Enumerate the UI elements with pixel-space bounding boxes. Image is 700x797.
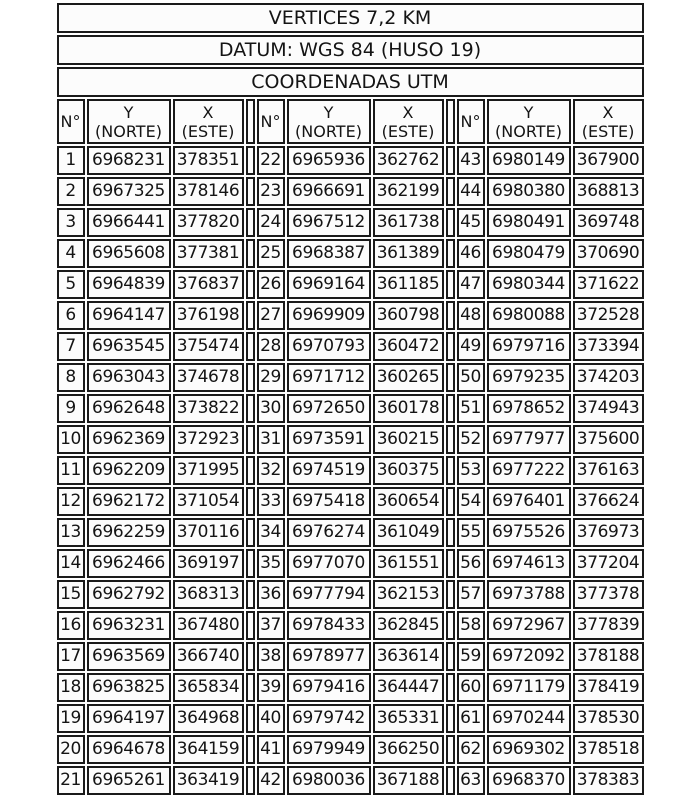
vertex-number-cell: 62 [457, 735, 485, 764]
este-cell: 378518 [573, 735, 644, 764]
vertex-number-cell: 27 [257, 301, 285, 330]
este-cell: 376198 [173, 301, 244, 330]
norte-cell: 6978433 [287, 611, 371, 640]
este-cell: 364159 [173, 735, 244, 764]
vertex-number-cell: 61 [457, 704, 485, 733]
separator-cell [246, 642, 255, 671]
separator-cell [246, 704, 255, 733]
separator-cell [446, 456, 455, 485]
vertex-number-cell: 55 [457, 518, 485, 547]
este-cell: 366740 [173, 642, 244, 671]
este-cell: 361551 [373, 549, 444, 578]
norte-cell: 6980479 [487, 239, 571, 268]
separator-cell [446, 425, 455, 454]
este-cell: 365331 [373, 704, 444, 733]
norte-cell: 6967325 [87, 177, 171, 206]
col-header-y-line1: Y [523, 102, 534, 122]
norte-cell: 6977070 [287, 549, 371, 578]
separator-cell [246, 673, 255, 702]
norte-cell: 6972650 [287, 394, 371, 423]
vertex-row [57, 301, 644, 330]
norte-cell: 6962172 [87, 487, 171, 516]
este-cell: 367480 [173, 611, 244, 640]
datum-title: DATUM: WGS 84 (HUSO 19) [57, 35, 644, 65]
separator-cell [446, 301, 455, 330]
column-header-row [57, 99, 644, 144]
vertex-number-cell: 9 [57, 394, 85, 423]
este-cell: 371622 [573, 270, 644, 299]
norte-cell: 6968231 [87, 146, 171, 175]
col-header-x-line2: (ESTE) [581, 121, 635, 141]
norte-cell: 6973591 [287, 425, 371, 454]
vertex-number-cell: 43 [457, 146, 485, 175]
este-cell: 364447 [373, 673, 444, 702]
este-cell: 375474 [173, 332, 244, 361]
vertex-number-cell: 51 [457, 394, 485, 423]
col-header-n-1: N° [57, 99, 85, 144]
norte-cell: 6962259 [87, 518, 171, 547]
col-header-y-2 [287, 99, 371, 144]
coordinates-table [55, 1, 646, 797]
vertex-number-cell: 47 [457, 270, 485, 299]
vertex-number-cell: 39 [257, 673, 285, 702]
separator-cell [446, 239, 455, 268]
vertex-number-cell: 38 [257, 642, 285, 671]
vertex-number-cell: 57 [457, 580, 485, 609]
vertex-row [57, 270, 644, 299]
vertex-number-cell: 63 [457, 766, 485, 795]
separator-cell [246, 766, 255, 795]
vertex-number-cell: 7 [57, 332, 85, 361]
este-cell: 377378 [573, 580, 644, 609]
vertex-row [57, 239, 644, 268]
norte-cell: 6970793 [287, 332, 371, 361]
separator-cell [446, 518, 455, 547]
norte-cell: 6962369 [87, 425, 171, 454]
este-cell: 362199 [373, 177, 444, 206]
norte-cell: 6978652 [487, 394, 571, 423]
vertex-row [57, 766, 644, 795]
separator-cell [246, 239, 255, 268]
norte-cell: 6973788 [487, 580, 571, 609]
norte-cell: 6975418 [287, 487, 371, 516]
este-cell: 364968 [173, 704, 244, 733]
vertex-number-cell: 37 [257, 611, 285, 640]
este-cell: 374943 [573, 394, 644, 423]
norte-cell: 6977977 [487, 425, 571, 454]
este-cell: 361738 [373, 208, 444, 237]
vertex-number-cell: 5 [57, 270, 85, 299]
norte-cell: 6977222 [487, 456, 571, 485]
norte-cell: 6963825 [87, 673, 171, 702]
vertex-number-cell: 26 [257, 270, 285, 299]
vertex-number-cell: 45 [457, 208, 485, 237]
vertex-number-cell: 2 [57, 177, 85, 206]
este-cell: 377820 [173, 208, 244, 237]
col-header-y-line2: (NORTE) [95, 121, 162, 141]
col-header-y-1 [87, 99, 171, 144]
vertex-number-cell: 31 [257, 425, 285, 454]
coordinates-title: COORDENADAS UTM [57, 67, 644, 97]
vertex-number-cell: 33 [257, 487, 285, 516]
vertex-row [57, 642, 644, 671]
norte-cell: 6962648 [87, 394, 171, 423]
col-header-x-line2: (ESTE) [381, 121, 435, 141]
norte-cell: 6979716 [487, 332, 571, 361]
separator-cell [246, 177, 255, 206]
separator-cell [446, 270, 455, 299]
separator-cell [246, 208, 255, 237]
separator-cell [246, 456, 255, 485]
norte-cell: 6967512 [287, 208, 371, 237]
norte-cell: 6966441 [87, 208, 171, 237]
vertex-number-cell: 49 [457, 332, 485, 361]
datum-row [57, 35, 644, 65]
este-cell: 371995 [173, 456, 244, 485]
vertex-number-cell: 52 [457, 425, 485, 454]
table-title: VERTICES 7,2 KM [57, 3, 644, 33]
este-cell: 377381 [173, 239, 244, 268]
vertex-number-cell: 10 [57, 425, 85, 454]
separator-cell [246, 270, 255, 299]
este-cell: 378351 [173, 146, 244, 175]
norte-cell: 6964197 [87, 704, 171, 733]
este-cell: 367188 [373, 766, 444, 795]
este-cell: 373394 [573, 332, 644, 361]
col-header-n-2: N° [257, 99, 285, 144]
este-cell: 368813 [573, 177, 644, 206]
vertex-number-cell: 4 [57, 239, 85, 268]
norte-cell: 6963569 [87, 642, 171, 671]
este-cell: 360178 [373, 394, 444, 423]
vertex-number-cell: 12 [57, 487, 85, 516]
title-row [57, 3, 644, 33]
vertex-number-cell: 13 [57, 518, 85, 547]
este-cell: 360654 [373, 487, 444, 516]
este-cell: 366250 [373, 735, 444, 764]
este-cell: 377204 [573, 549, 644, 578]
vertex-row [57, 208, 644, 237]
vertex-number-cell: 53 [457, 456, 485, 485]
vertex-number-cell: 42 [257, 766, 285, 795]
norte-cell: 6965936 [287, 146, 371, 175]
separator-cell [446, 735, 455, 764]
norte-cell: 6979235 [487, 363, 571, 392]
norte-cell: 6972092 [487, 642, 571, 671]
col-header-n-3: N° [457, 99, 485, 144]
este-cell: 376163 [573, 456, 644, 485]
vertex-number-cell: 17 [57, 642, 85, 671]
este-cell: 362153 [373, 580, 444, 609]
separator-cell [446, 332, 455, 361]
vertex-row [57, 425, 644, 454]
vertex-number-cell: 1 [57, 146, 85, 175]
este-cell: 375600 [573, 425, 644, 454]
norte-cell: 6979742 [287, 704, 371, 733]
norte-cell: 6972967 [487, 611, 571, 640]
document-sheet [55, 0, 646, 797]
este-cell: 363419 [173, 766, 244, 795]
norte-cell: 6974613 [487, 549, 571, 578]
este-cell: 360798 [373, 301, 444, 330]
vertex-number-cell: 58 [457, 611, 485, 640]
col-header-y-3 [487, 99, 571, 144]
separator-cell [446, 99, 455, 144]
separator-cell [446, 673, 455, 702]
col-header-x-line1: X [602, 102, 614, 122]
separator-cell [246, 99, 255, 144]
este-cell: 361049 [373, 518, 444, 547]
vertex-number-cell: 41 [257, 735, 285, 764]
vertex-number-cell: 16 [57, 611, 85, 640]
este-cell: 378146 [173, 177, 244, 206]
vertex-row [57, 146, 644, 175]
este-cell: 367900 [573, 146, 644, 175]
separator-cell [446, 704, 455, 733]
vertex-number-cell: 15 [57, 580, 85, 609]
separator-cell [446, 146, 455, 175]
vertex-number-cell: 8 [57, 363, 85, 392]
vertex-row [57, 611, 644, 640]
vertex-number-cell: 50 [457, 363, 485, 392]
vertex-number-cell: 48 [457, 301, 485, 330]
norte-cell: 6971712 [287, 363, 371, 392]
vertex-number-cell: 14 [57, 549, 85, 578]
este-cell: 374678 [173, 363, 244, 392]
col-header-x-1 [173, 99, 244, 144]
separator-cell [246, 425, 255, 454]
norte-cell: 6980149 [487, 146, 571, 175]
este-cell: 378383 [573, 766, 644, 795]
norte-cell: 6977794 [287, 580, 371, 609]
vertex-row [57, 177, 644, 206]
norte-cell: 6969302 [487, 735, 571, 764]
separator-cell [446, 611, 455, 640]
este-cell: 370116 [173, 518, 244, 547]
vertex-row [57, 580, 644, 609]
separator-cell [246, 580, 255, 609]
vertex-number-cell: 28 [257, 332, 285, 361]
separator-cell [246, 332, 255, 361]
norte-cell: 6965261 [87, 766, 171, 795]
este-cell: 378419 [573, 673, 644, 702]
norte-cell: 6978977 [287, 642, 371, 671]
vertex-number-cell: 46 [457, 239, 485, 268]
separator-cell [446, 642, 455, 671]
vertex-number-cell: 36 [257, 580, 285, 609]
norte-cell: 6980036 [287, 766, 371, 795]
vertex-number-cell: 60 [457, 673, 485, 702]
norte-cell: 6975526 [487, 518, 571, 547]
este-cell: 372923 [173, 425, 244, 454]
separator-cell [246, 549, 255, 578]
este-cell: 373822 [173, 394, 244, 423]
vertex-row [57, 549, 644, 578]
este-cell: 363614 [373, 642, 444, 671]
separator-cell [446, 394, 455, 423]
separator-cell [246, 735, 255, 764]
este-cell: 372528 [573, 301, 644, 330]
separator-cell [446, 177, 455, 206]
col-header-x-line2: (ESTE) [181, 121, 235, 141]
vertex-row [57, 332, 644, 361]
vertex-number-cell: 34 [257, 518, 285, 547]
separator-cell [246, 611, 255, 640]
este-cell: 376624 [573, 487, 644, 516]
norte-cell: 6979416 [287, 673, 371, 702]
separator-cell [246, 518, 255, 547]
norte-cell: 6980380 [487, 177, 571, 206]
norte-cell: 6962466 [87, 549, 171, 578]
vertex-number-cell: 23 [257, 177, 285, 206]
norte-cell: 6968370 [487, 766, 571, 795]
vertex-row [57, 735, 644, 764]
vertex-number-cell: 54 [457, 487, 485, 516]
este-cell: 360472 [373, 332, 444, 361]
vertex-row [57, 487, 644, 516]
este-cell: 361389 [373, 239, 444, 268]
col-header-x-3 [573, 99, 644, 144]
norte-cell: 6980088 [487, 301, 571, 330]
norte-cell: 6976274 [287, 518, 371, 547]
col-header-y-line1: Y [323, 102, 334, 122]
este-cell: 369748 [573, 208, 644, 237]
norte-cell: 6980491 [487, 208, 571, 237]
vertex-number-cell: 44 [457, 177, 485, 206]
col-header-y-line1: Y [123, 102, 134, 122]
norte-cell: 6964678 [87, 735, 171, 764]
col-header-x-2 [373, 99, 444, 144]
vertex-row [57, 456, 644, 485]
norte-cell: 6964147 [87, 301, 171, 330]
este-cell: 376973 [573, 518, 644, 547]
separator-cell [246, 146, 255, 175]
este-cell: 368313 [173, 580, 244, 609]
norte-cell: 6964839 [87, 270, 171, 299]
norte-cell: 6963231 [87, 611, 171, 640]
vertex-row [57, 363, 644, 392]
vertex-number-cell: 25 [257, 239, 285, 268]
vertex-number-cell: 30 [257, 394, 285, 423]
vertex-number-cell: 3 [57, 208, 85, 237]
col-header-y-line2: (NORTE) [495, 121, 562, 141]
norte-cell: 6976401 [487, 487, 571, 516]
separator-cell [246, 487, 255, 516]
vertex-number-cell: 6 [57, 301, 85, 330]
col-header-x-line1: X [202, 102, 214, 122]
este-cell: 365834 [173, 673, 244, 702]
este-cell: 371054 [173, 487, 244, 516]
vertex-number-cell: 11 [57, 456, 85, 485]
vertex-number-cell: 59 [457, 642, 485, 671]
norte-cell: 6974519 [287, 456, 371, 485]
norte-cell: 6969164 [287, 270, 371, 299]
vertex-number-cell: 56 [457, 549, 485, 578]
norte-cell: 6963043 [87, 363, 171, 392]
vertex-row [57, 704, 644, 733]
este-cell: 361185 [373, 270, 444, 299]
vertex-number-cell: 35 [257, 549, 285, 578]
este-cell: 362845 [373, 611, 444, 640]
norte-cell: 6966691 [287, 177, 371, 206]
separator-cell [446, 580, 455, 609]
norte-cell: 6965608 [87, 239, 171, 268]
vertex-row [57, 394, 644, 423]
coordinates-row [57, 67, 644, 97]
vertex-number-cell: 32 [257, 456, 285, 485]
vertex-number-cell: 24 [257, 208, 285, 237]
separator-cell [446, 208, 455, 237]
norte-cell: 6968387 [287, 239, 371, 268]
este-cell: 369197 [173, 549, 244, 578]
este-cell: 360265 [373, 363, 444, 392]
separator-cell [446, 363, 455, 392]
este-cell: 360375 [373, 456, 444, 485]
vertex-number-cell: 18 [57, 673, 85, 702]
norte-cell: 6970244 [487, 704, 571, 733]
separator-cell [246, 394, 255, 423]
vertex-number-cell: 21 [57, 766, 85, 795]
este-cell: 376837 [173, 270, 244, 299]
norte-cell: 6963545 [87, 332, 171, 361]
este-cell: 374203 [573, 363, 644, 392]
col-header-x-line1: X [402, 102, 414, 122]
vertex-number-cell: 29 [257, 363, 285, 392]
norte-cell: 6969909 [287, 301, 371, 330]
vertex-row [57, 673, 644, 702]
este-cell: 360215 [373, 425, 444, 454]
norte-cell: 6962209 [87, 456, 171, 485]
separator-cell [446, 549, 455, 578]
norte-cell: 6962792 [87, 580, 171, 609]
este-cell: 378530 [573, 704, 644, 733]
vertex-number-cell: 22 [257, 146, 285, 175]
este-cell: 362762 [373, 146, 444, 175]
separator-cell [446, 766, 455, 795]
separator-cell [246, 301, 255, 330]
vertex-number-cell: 20 [57, 735, 85, 764]
vertex-number-cell: 19 [57, 704, 85, 733]
norte-cell: 6971179 [487, 673, 571, 702]
norte-cell: 6980344 [487, 270, 571, 299]
vertex-table-body [57, 146, 644, 795]
este-cell: 378188 [573, 642, 644, 671]
separator-cell [246, 363, 255, 392]
este-cell: 370690 [573, 239, 644, 268]
este-cell: 377839 [573, 611, 644, 640]
separator-cell [446, 487, 455, 516]
norte-cell: 6979949 [287, 735, 371, 764]
col-header-y-line2: (NORTE) [295, 121, 362, 141]
vertex-number-cell: 40 [257, 704, 285, 733]
vertex-row [57, 518, 644, 547]
